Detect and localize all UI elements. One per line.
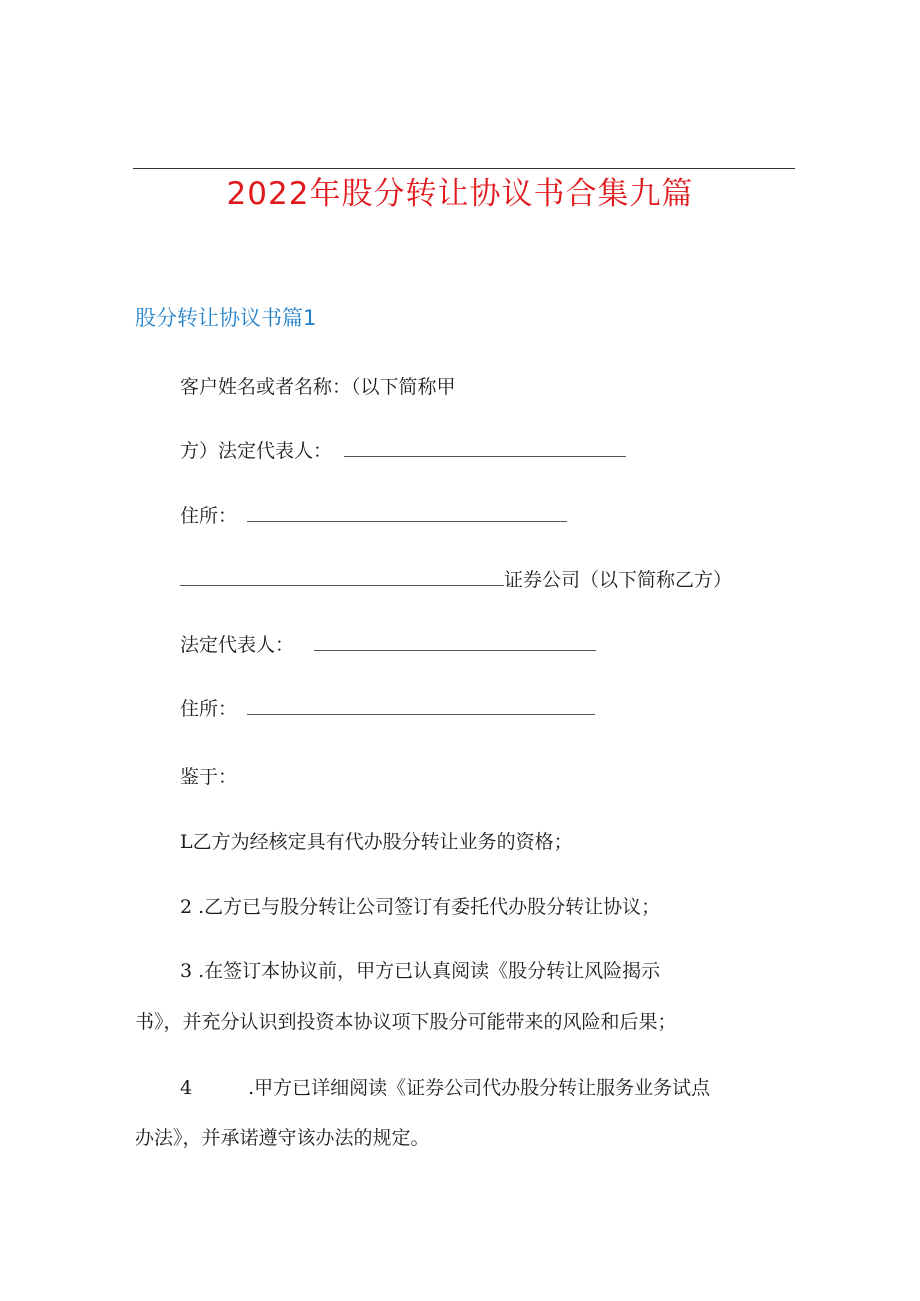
party-a-address-line xyxy=(180,501,567,531)
client-name-label: 客户姓名或者名称：（以下简称甲 xyxy=(180,376,456,398)
recital-item-3-text-2: 书》，并充分认识到投资本协议项下股分可能带来的风险和后果； xyxy=(135,1011,677,1033)
top-rule xyxy=(133,168,795,169)
recital-item-3-text-1: 3 .在签订本协议前，甲方已认真阅读《股分转让风险揭示 xyxy=(180,960,661,982)
whereas-line xyxy=(180,762,237,792)
party-b-line xyxy=(180,565,732,595)
party-b-address-blank xyxy=(247,696,595,715)
client-name-line xyxy=(180,372,456,402)
recital-item-4-line-1 xyxy=(180,1073,710,1103)
party-b-address-line xyxy=(180,694,595,724)
recital-item-4-line-2 xyxy=(135,1123,430,1153)
party-b-label: 证券公司（以下简称乙方） xyxy=(504,569,733,591)
party-b-representative-line xyxy=(180,630,596,660)
recital-item-1-text: L乙方为经核定具有代办股分转让业务的资格； xyxy=(180,831,573,853)
document-title: 2022年股分转让协议书合集九篇 xyxy=(226,176,694,212)
recital-item-4-number: 4 xyxy=(180,1077,193,1099)
party-a-representative-label: 方）法定代表人： xyxy=(180,440,333,462)
party-b-address-label: 住所： xyxy=(180,698,238,720)
recital-item-2-text: 2 .乙方已与股分转让公司签订有委托代办股分转让协议； xyxy=(180,896,661,918)
recital-item-1 xyxy=(180,827,573,857)
party-b-representative-label: 法定代表人： xyxy=(180,634,295,656)
recital-item-3-line-2 xyxy=(135,1007,677,1037)
recital-item-2 xyxy=(180,892,660,922)
party-b-name-blank xyxy=(180,567,504,586)
party-a-representative-blank xyxy=(344,438,626,457)
whereas-label: 鉴于： xyxy=(180,766,238,788)
party-b-representative-blank xyxy=(314,632,596,651)
recital-item-3-line-1 xyxy=(180,956,660,986)
recital-item-4-text-1: .甲方已详细阅读《证券公司代办股分转让服务业务试点 xyxy=(248,1077,711,1099)
party-a-address-blank xyxy=(247,503,567,522)
party-a-representative-line xyxy=(180,436,626,466)
recital-item-4-text-2: 办法》，并承诺遵守该办法的规定。 xyxy=(135,1127,430,1149)
party-a-address-label: 住所： xyxy=(180,505,238,527)
section-heading: 股分转让协议书篇1 xyxy=(135,306,317,330)
